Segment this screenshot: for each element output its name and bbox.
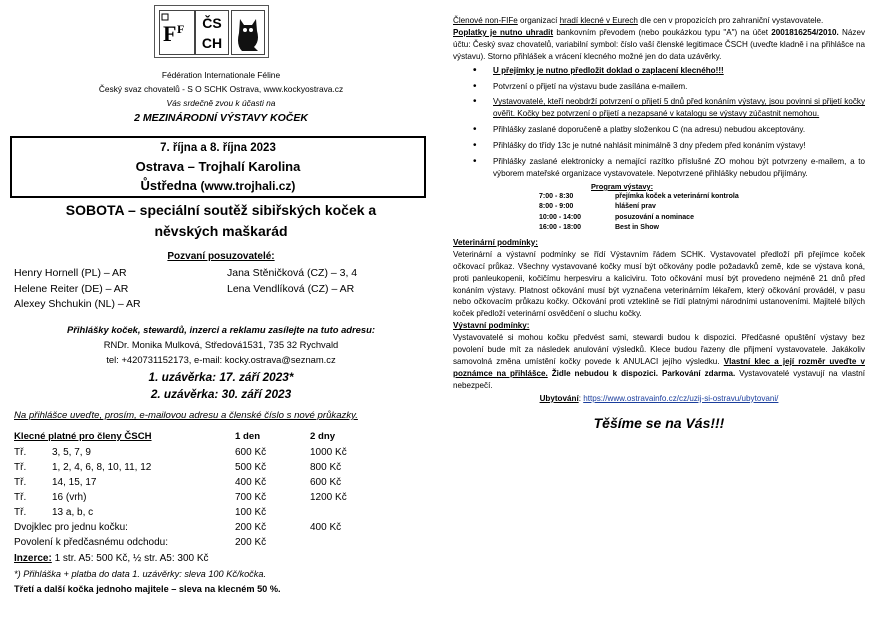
fee-row-classes: 14, 15, 17 [52,477,97,488]
judges-right [227,266,427,297]
cat-logo-box [231,10,265,55]
program-desc: posuzování a nominace [615,213,694,221]
third-cat-discount: Třetí a další kočka jednoho majitele – sleva na klecném 50 %. [14,584,281,594]
hall-url: (www.trojhali.cz) [200,179,296,193]
bullet-item: • Přihlášky do třídy 13c je nutné nahlásit minimálně 3 dny předem před konáním výstavy! [453,140,865,152]
program-desc: Best in Show [615,224,659,232]
judge: Lena Vendlíková (CZ) – AR [227,282,355,295]
judge: Alexey Shchukin (NL) – AR [14,298,141,310]
bullet-item: • Potvrzení o přijetí na výstavu bude zasílána e-mailem. [453,81,865,93]
fee-row-label: Tř. [14,477,27,488]
application-note: Na přihlášce uveďte, prosím, e-mailovou adresu a členské číslo s nové průkazky. [14,410,358,421]
fee-row-classes: 3, 5, 7, 9 [52,447,91,458]
text-fragment: Název účtu: Český svaz chovatelů, variabilní symbol: číslo vaší členské legitimace ČSCH (uveďte kladně i na přihlášce na výstavu). Storno přihlášek a vrácení klecného možné jen do data uzávěrky. [453,27,865,61]
contact-heading: Přihlášky koček, stewardů, inzerci a reklamu zasílejte na tuto adresu: [67,324,375,335]
lodging-line: Ubytování: https://www.ostravainfo.cz/cz/uzij-si-ostravu/ubytovani/ [539,393,779,403]
program-desc: přejímka koček a veterinární kontrola [615,192,739,200]
fee-row-label: Tř. [14,507,27,518]
ads-line [14,552,209,566]
fee-row-1day: 400 Kč [235,477,267,488]
program-row [539,202,743,213]
show-conditions-heading: Výstavní podmínky: [453,321,530,331]
club-logo [154,5,269,58]
ads-label: Inzerce: [14,553,52,564]
non-fife-paragraph [453,15,865,27]
cat-silhouette-icon [232,11,264,54]
bullet-item: • Vystavovatelé, kteří neobdrží potvrzení o přijetí 5 dnů před konáním výstavy, jsou povinni si přijetí kočky ověřit. Kočky bez potvrzení o přijetí a nezapsané v katalogu se výstavy zúčastnit nemohou. [453,96,865,120]
closing-line: Těšíme se na Vás!!! [593,414,725,431]
fee-row-classes: 1, 2, 4, 6, 8, 10, 11, 12 [52,462,152,473]
csch-logo-box: ČS CH [195,10,229,55]
non-fife-members: Členové non-FIFe [453,16,518,25]
fee-row-classes: 13 a, b, c [52,507,94,518]
deadline-2: 2. uzávěrka: 30. září 2023 [150,387,292,401]
fee-row-classes: 16 (vrh) [52,492,87,503]
ads-prices: 1 str. A5: 500 Kč, ½ str. A5: 300 Kč [51,553,209,564]
fees-col-2: 2 dny [310,431,336,442]
program-desc: hlášení prav [615,203,656,211]
double-cage-2day: 400 Kč [310,522,342,533]
show-title: 2 MEZINÁRODNÍ VÝSTAVY KOČEK [134,112,308,124]
program-time: 8:00 - 9:00 [539,203,574,211]
vet-text: Veterinární a výstavní podmínky se řídí Výstavním řádem SCHK. Vystavovatel předloží při přejímce koček očkovací průkaz. Všechny vystavované kočky musí být očkovány podle požadavků země, kde se výstava koná, proti panleukopenii, kočičímu herpesviru a kaliciviru. Toto očkování musí být provedeno nejméně 21 dnů před konáním výstavy. Platnost očkování musí být vyznačena veterinárním lékařem, který očkování provádél, v pasu nebo očkovacím průkazu kočky. Očkování proti vzteklině se řídí platnými národními ustanoveními. Majitelé bílých koček předloží veterinární osvědčení o sluchu kočky. [453,249,865,319]
fee-row-label: Tř. [14,462,27,473]
text-fragment: Vystavovatelé vystavují na vlastní nebezpečí. [453,368,866,390]
pay-in-euro: hradí klecné v Eurech [559,16,638,25]
fee-row-2day: 1000 Kč [310,447,347,458]
vet-heading: Veterinární podmínky: [453,237,539,247]
footnote: *) Přihláška + platba do data 1. uzávěrky: sleva 100 Kč/kočka. [14,569,267,579]
program-time: 10:00 - 14:00 [539,213,582,221]
double-cage-1day: 200 Kč [235,522,267,533]
lodging-link[interactable]: https://www.ostravainfo.cz/cz/uzij-si-ostravu/ubytovani/ [583,393,779,403]
early-leave-label: Povolení k předčasnému odchodu: [14,537,168,548]
fee-row-1day: 500 Kč [235,462,267,473]
fees-col-1: 1 den [235,431,261,442]
deadline-1: 1. uzávěrka: 17. září 2023* [148,370,294,384]
fife-logo-box [159,10,195,55]
fee-row-2day: 1200 Kč [310,492,347,503]
saturday-line-2: něvských maškarád [154,223,288,239]
judge: Jana Stěničková (CZ) – 3, 4 [227,267,358,279]
fee-row-1day: 700 Kč [235,492,267,503]
show-conditions-text [453,332,865,392]
fee-row-2day: 800 Kč [310,462,342,473]
bullet-item: • Přihlášky zaslané elektronicky a nemající razítko příslušné ZO mohou být potvrzeny e-mailem, a to výborem mateřské organizace vystavovatele. Nepotvrzené přihlášky nebudou přijímány. [453,156,865,180]
saturday-heading [12,200,430,242]
contact-phone: tel: +420731152173, e-mail: kocky.ostrava@seznam.cz [106,354,336,365]
program-heading: Program výstavy: [591,181,654,191]
event-box [10,136,426,198]
judge: Helene Reiter (DE) – AR [14,282,129,295]
bullet-item: • Přihlášky zaslané doporučeně a platby složenkou C (na adresu) nebudou akceptovány. [453,124,865,136]
hall-name: Ůstředna [140,178,197,193]
program-table [539,192,743,234]
fife-logo-icon [160,11,194,54]
event-dates: 7. října a 8. října 2023 [160,142,276,154]
payment-paragraph [453,27,865,63]
event-hall [12,176,424,196]
bullet-item: • U přejímky je nutno předložit doklad o zaplacení klecného!!! [453,65,865,77]
fee-row-label: Tř. [14,447,27,458]
saturday-line-1: SOBOTA – speciální soutěž sibiřských koček a [65,202,377,218]
bank-account: 2001816254/2010. [771,27,839,37]
fee-row-1day: 100 Kč [235,507,267,518]
organizer-line: Český svaz chovatelů - S O SCHK Ostrava, www.kockyostrava.cz [98,84,344,94]
lodging-label: Ubytování [539,393,579,403]
judges-left [14,266,214,313]
text-fragment: bankovním převodem (nebo poukázkou typu "A") na účet [553,27,772,37]
federation-name: Fédération Internationale Féline [161,70,281,80]
svg-text:F: F [163,21,177,46]
program-row [539,213,743,224]
text-fragment: organizací [517,16,560,25]
text-fragment: Vystavovatelé si mohou kočku předvést sami, stewardi budou k dispozici. Předčasné opuštění výstavy bez povolení bude mít za následek anulování výsledků. Klece budou řazeny dle přijmení vystavovatele. Jakákoliv samovolná změna umístění kočky povede k ANULACI jejího výsledku. [453,333,865,366]
judge: Henry Hornell (PL) – AR [14,267,127,279]
program-row [539,223,743,234]
own-cage-note: Vlastní klec a její rozměr uveďte v poznámce na přihlášce. [453,356,865,378]
fee-row-1day: 600 Kč [235,447,267,458]
judges-heading: Pozvaní posuzovatelé: [167,251,275,262]
payment-required: Poplatky je nutno uhradit [453,27,554,37]
contact-address: RNDr. Monika Mulková, Středová1531, 735 32 Rychvald [103,339,339,350]
text-fragment: dle cen v propozicích pro zahraniční vystavovatele. [637,16,824,25]
invite-line: Vás srdečně zvou k účasti na [166,98,276,108]
text-fragment: Židle nebudou k dispozici. Parkování zdarma. [547,368,736,378]
program-time: 16:00 - 18:00 [539,224,582,232]
right-column [453,0,865,620]
early-leave-fee: 200 Kč [235,537,267,548]
svg-text:F: F [177,22,185,36]
program-row [539,192,743,203]
fee-row-label: Tř. [14,492,27,503]
event-venue: Ostrava – Trojhalí Karolina [135,159,301,174]
double-cage-label: Dvojklec pro jednu kočku: [14,522,128,533]
fees-heading: Klecné platné pro členy ČSCH [14,431,152,442]
program-time: 7:00 - 8:30 [539,192,574,200]
fee-row-2day: 600 Kč [310,477,342,488]
